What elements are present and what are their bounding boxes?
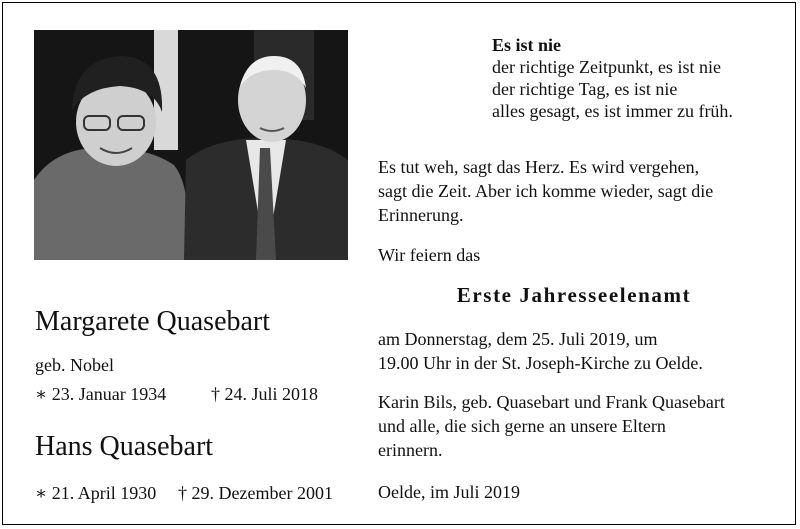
signers (378, 390, 788, 462)
poem (492, 34, 782, 122)
quote-line: Es tut weh, sagt das Herz. Es wird vergehen, (378, 157, 700, 177)
person1-name: Margarete Quasebart (35, 306, 271, 337)
quote-line: Erinnerung. (378, 205, 464, 225)
signers-line: Karin Bils, geb. Quasebart und Frank Quasebart (378, 392, 725, 412)
person2-birth-date: ∗ 21. April 1930 (35, 483, 157, 503)
poem-line: der richtige Zeitpunkt, es ist nie (492, 57, 721, 77)
signers-line: erinnern. (378, 440, 443, 460)
person2-name: Hans Quasebart (35, 431, 214, 462)
poem-line: der richtige Tag, es ist nie (492, 79, 678, 99)
quote-line: sagt die Zeit. Aber ich komme wieder, sagt die (378, 181, 714, 201)
intro-text: Wir feiern das (378, 245, 481, 265)
person1-death-date: † 24. Juli 2018 (211, 384, 319, 404)
poem-title: Es ist nie (492, 35, 562, 55)
couple-photo (34, 30, 348, 260)
person2-death-date: † 29. Dezember 2001 (178, 483, 333, 503)
signers-line: und alle, die sich gerne an unsere Eltern (378, 416, 666, 436)
place-date: Oelde, im Juli 2019 (378, 482, 520, 502)
quote (378, 155, 788, 227)
person1-maiden-name: geb. Nobel (35, 355, 114, 375)
event-details (378, 327, 788, 375)
event-title: Erste Jahresseelenamt (456, 283, 692, 307)
event-details-line: 19.00 Uhr in der St. Joseph-Kirche zu Oelde. (378, 353, 703, 373)
poem-line: alles gesagt, es ist immer zu früh. (492, 101, 733, 121)
event-details-line: am Donnerstag, dem 25. Juli 2019, um (378, 329, 658, 349)
person1-birth-date: ∗ 23. Januar 1934 (35, 384, 167, 404)
